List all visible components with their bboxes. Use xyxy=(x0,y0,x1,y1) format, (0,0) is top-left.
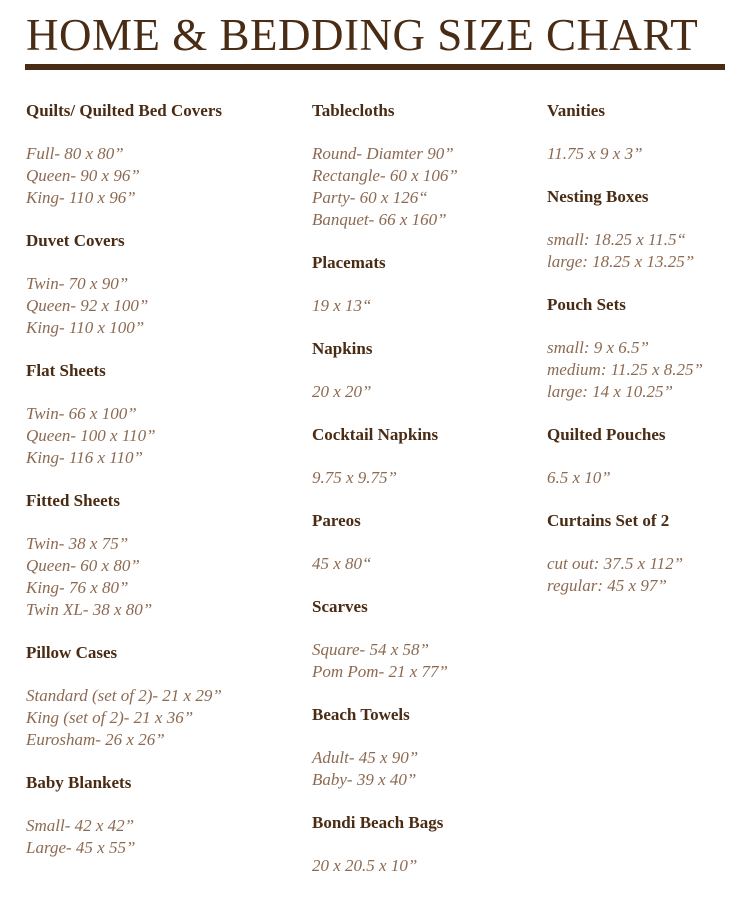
size-entry: Twin- 38 x 75” xyxy=(26,534,129,553)
size-entry: Small- 42 x 42” xyxy=(26,816,135,835)
size-section xyxy=(26,360,306,469)
size-section xyxy=(312,100,542,231)
size-entry: 20 x 20” xyxy=(312,382,372,401)
size-section xyxy=(26,490,306,621)
size-entry: 19 x 13“ xyxy=(312,296,372,315)
size-entry: small: 9 x 6.5” xyxy=(547,338,649,357)
size-entry: Queen- 100 x 110” xyxy=(26,426,156,445)
size-entry: regular: 45 x 97” xyxy=(547,576,667,595)
page-title: HOME & BEDDING SIZE CHART xyxy=(26,10,699,60)
size-entry: King- 76 x 80” xyxy=(26,578,129,597)
section-heading: Vanities xyxy=(547,101,605,120)
size-section xyxy=(26,100,306,209)
size-entry: 9.75 x 9.75” xyxy=(312,468,397,487)
size-section xyxy=(26,230,306,339)
size-entry: Pom Pom- 21 x 77” xyxy=(312,662,448,681)
section-heading: Beach Towels xyxy=(312,705,410,724)
size-entry: Square- 54 x 58” xyxy=(312,640,429,659)
size-section xyxy=(312,338,542,403)
section-heading: Placemats xyxy=(312,253,386,272)
size-column-2 xyxy=(312,100,542,898)
size-entry: Eurosham- 26 x 26” xyxy=(26,730,165,749)
section-heading: Napkins xyxy=(312,339,373,358)
size-entry: King- 116 x 110” xyxy=(26,448,143,467)
size-entry: 6.5 x 10” xyxy=(547,468,611,487)
section-heading: Duvet Covers xyxy=(26,231,125,250)
size-section xyxy=(26,642,306,751)
section-heading: Tablecloths xyxy=(312,101,395,120)
size-entry: Queen- 92 x 100” xyxy=(26,296,149,315)
size-section xyxy=(312,596,542,683)
size-section xyxy=(312,424,542,489)
size-entry: Full- 80 x 80” xyxy=(26,144,124,163)
size-entry: small: 18.25 x 11.5“ xyxy=(547,230,686,249)
section-heading: Flat Sheets xyxy=(26,361,106,380)
size-entry: 11.75 x 9 x 3” xyxy=(547,144,643,163)
size-entry: Round- Diamter 90” xyxy=(312,144,454,163)
size-entry: 20 x 20.5 x 10” xyxy=(312,856,418,875)
size-entry: medium: 11.25 x 8.25” xyxy=(547,360,703,379)
size-entry: large: 14 x 10.25” xyxy=(547,382,673,401)
size-entry: Rectangle- 60 x 106” xyxy=(312,166,458,185)
section-heading: Fitted Sheets xyxy=(26,491,120,510)
size-column-3 xyxy=(547,100,747,618)
size-section xyxy=(547,186,747,273)
section-heading: Pareos xyxy=(312,511,361,530)
size-entry: Party- 60 x 126“ xyxy=(312,188,428,207)
size-section xyxy=(312,812,542,877)
section-heading: Cocktail Napkins xyxy=(312,425,439,444)
section-heading: Pillow Cases xyxy=(26,643,118,662)
section-heading: Bondi Beach Bags xyxy=(312,813,444,832)
size-section xyxy=(547,294,747,403)
size-entry: large: 18.25 x 13.25” xyxy=(547,252,695,271)
size-entry: 45 x 80“ xyxy=(312,554,372,573)
section-heading: Pouch Sets xyxy=(547,295,626,314)
size-entry: Banquet- 66 x 160” xyxy=(312,210,447,229)
section-heading: Scarves xyxy=(312,597,368,616)
size-section xyxy=(312,510,542,575)
size-entry: King (set of 2)- 21 x 36” xyxy=(26,708,194,727)
size-entry: Standard (set of 2)- 21 x 29” xyxy=(26,686,222,705)
size-section xyxy=(312,704,542,791)
size-entry: Adult- 45 x 90” xyxy=(312,748,419,767)
size-entry: cut out: 37.5 x 112” xyxy=(547,554,684,573)
section-heading: Baby Blankets xyxy=(26,773,132,792)
size-column-1 xyxy=(26,100,306,880)
size-entry: Twin- 70 x 90” xyxy=(26,274,129,293)
size-entry: Twin- 66 x 100” xyxy=(26,404,137,423)
size-entry: Queen- 90 x 96” xyxy=(26,166,140,185)
size-entry: Large- 45 x 55” xyxy=(26,838,136,857)
section-heading: Quilted Pouches xyxy=(547,425,666,444)
size-section xyxy=(547,510,747,597)
title-divider xyxy=(25,64,725,70)
section-heading: Quilts/ Quilted Bed Covers xyxy=(26,101,222,120)
section-heading: Curtains Set of 2 xyxy=(547,511,670,530)
size-section xyxy=(547,100,747,165)
size-entry: Twin XL- 38 x 80” xyxy=(26,600,153,619)
size-entry: Queen- 60 x 80” xyxy=(26,556,140,575)
size-entry: King- 110 x 100” xyxy=(26,318,145,337)
section-heading: Nesting Boxes xyxy=(547,187,649,206)
size-entry: Baby- 39 x 40” xyxy=(312,770,417,789)
size-section xyxy=(312,252,542,317)
size-section xyxy=(547,424,747,489)
size-section xyxy=(26,772,306,859)
size-entry: King- 110 x 96” xyxy=(26,188,136,207)
